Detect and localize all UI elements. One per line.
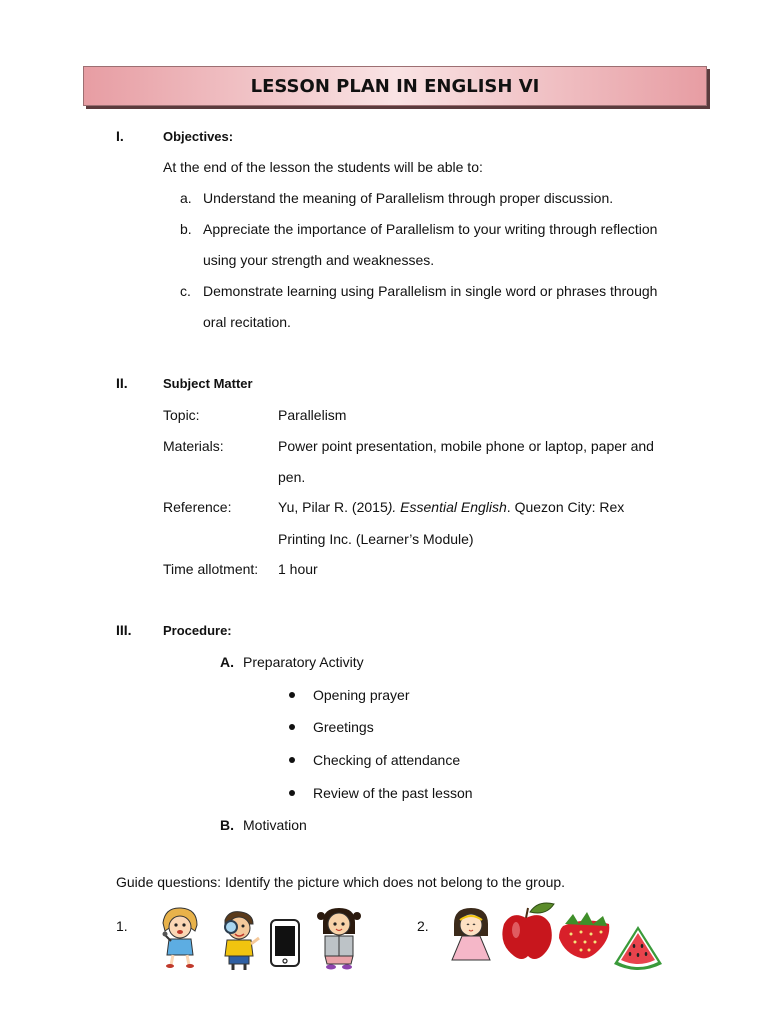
motivation-title: Motivation bbox=[243, 817, 307, 833]
objective-letter-a: a. bbox=[180, 190, 192, 206]
bullet-icon bbox=[289, 790, 295, 796]
activity-item-1: Opening prayer bbox=[313, 687, 410, 703]
reference-label: Reference: bbox=[163, 499, 232, 515]
materials-value-line1: Power point presentation, mobile phone or laptop, paper and bbox=[278, 438, 654, 454]
title-banner bbox=[83, 66, 707, 106]
bullet-icon bbox=[289, 757, 295, 763]
boy-with-magnifier-picture bbox=[215, 910, 263, 972]
activity-item-2: Greetings bbox=[313, 719, 374, 735]
girl-singing-picture bbox=[155, 905, 205, 969]
objectives-heading: Objectives: bbox=[163, 129, 234, 144]
apple-picture bbox=[500, 900, 556, 962]
girl-reading-picture bbox=[315, 906, 363, 970]
time-allotment-label: Time allotment: bbox=[163, 561, 259, 577]
section-numeral-1: I. bbox=[116, 128, 124, 144]
materials-label: Materials: bbox=[163, 438, 224, 454]
objective-b-text-line2: using your strength and weaknesses. bbox=[203, 252, 435, 268]
materials-value-line2: pen. bbox=[278, 469, 306, 485]
activity-item-3: Checking of attendance bbox=[313, 752, 461, 768]
procedure-letter-b: B. bbox=[220, 817, 234, 833]
question-number-1: 1. bbox=[116, 918, 128, 934]
objective-letter-b: b. bbox=[180, 221, 192, 237]
procedure-letter-a: A. bbox=[220, 654, 234, 670]
topic-label: Topic: bbox=[163, 407, 200, 423]
activity-item-4: Review of the past lesson bbox=[313, 785, 473, 801]
reference-value-line2: Printing Inc. (Learner’s Module) bbox=[278, 531, 474, 547]
question-number-2: 2. bbox=[417, 918, 429, 934]
little-girl-picture bbox=[448, 906, 494, 964]
preparatory-activity-title: Preparatory Activity bbox=[243, 654, 364, 670]
guide-questions: Guide questions: Identify the picture which does not belong to the group. bbox=[116, 874, 566, 890]
watermelon-picture bbox=[612, 924, 664, 974]
objective-letter-c: c. bbox=[180, 283, 191, 299]
section-numeral-2: II. bbox=[116, 375, 128, 391]
section-numeral-3: III. bbox=[116, 622, 132, 638]
reference-value-line1 bbox=[278, 499, 624, 515]
objective-c-text-line1: Demonstrate learning using Parallelism in single word or phrases through bbox=[203, 283, 658, 299]
strawberry-picture bbox=[555, 912, 615, 962]
objective-c-text-line2: oral recitation. bbox=[203, 314, 291, 330]
subject-matter-heading: Subject Matter bbox=[163, 376, 253, 391]
reference-publisher: . Quezon City: Rex bbox=[506, 499, 625, 515]
page-title: LESSON PLAN IN ENGLISH VI bbox=[250, 76, 540, 97]
objective-a-text: Understand the meaning of Parallelism through proper discussion. bbox=[203, 190, 614, 206]
reference-author: Yu, Pilar R. (2015 bbox=[278, 499, 388, 515]
objectives-intro: At the end of the lesson the students will be able to: bbox=[163, 159, 483, 175]
mobile-phone-picture bbox=[270, 919, 300, 967]
reference-book-title: ). Essential English bbox=[387, 499, 507, 515]
topic-value: Parallelism bbox=[278, 407, 347, 423]
objective-b-text-line1: Appreciate the importance of Parallelism to your writing through reflection bbox=[203, 221, 658, 237]
time-allotment-value: 1 hour bbox=[278, 561, 318, 577]
procedure-heading: Procedure: bbox=[163, 623, 232, 638]
bullet-icon bbox=[289, 724, 295, 730]
bullet-icon bbox=[289, 692, 295, 698]
